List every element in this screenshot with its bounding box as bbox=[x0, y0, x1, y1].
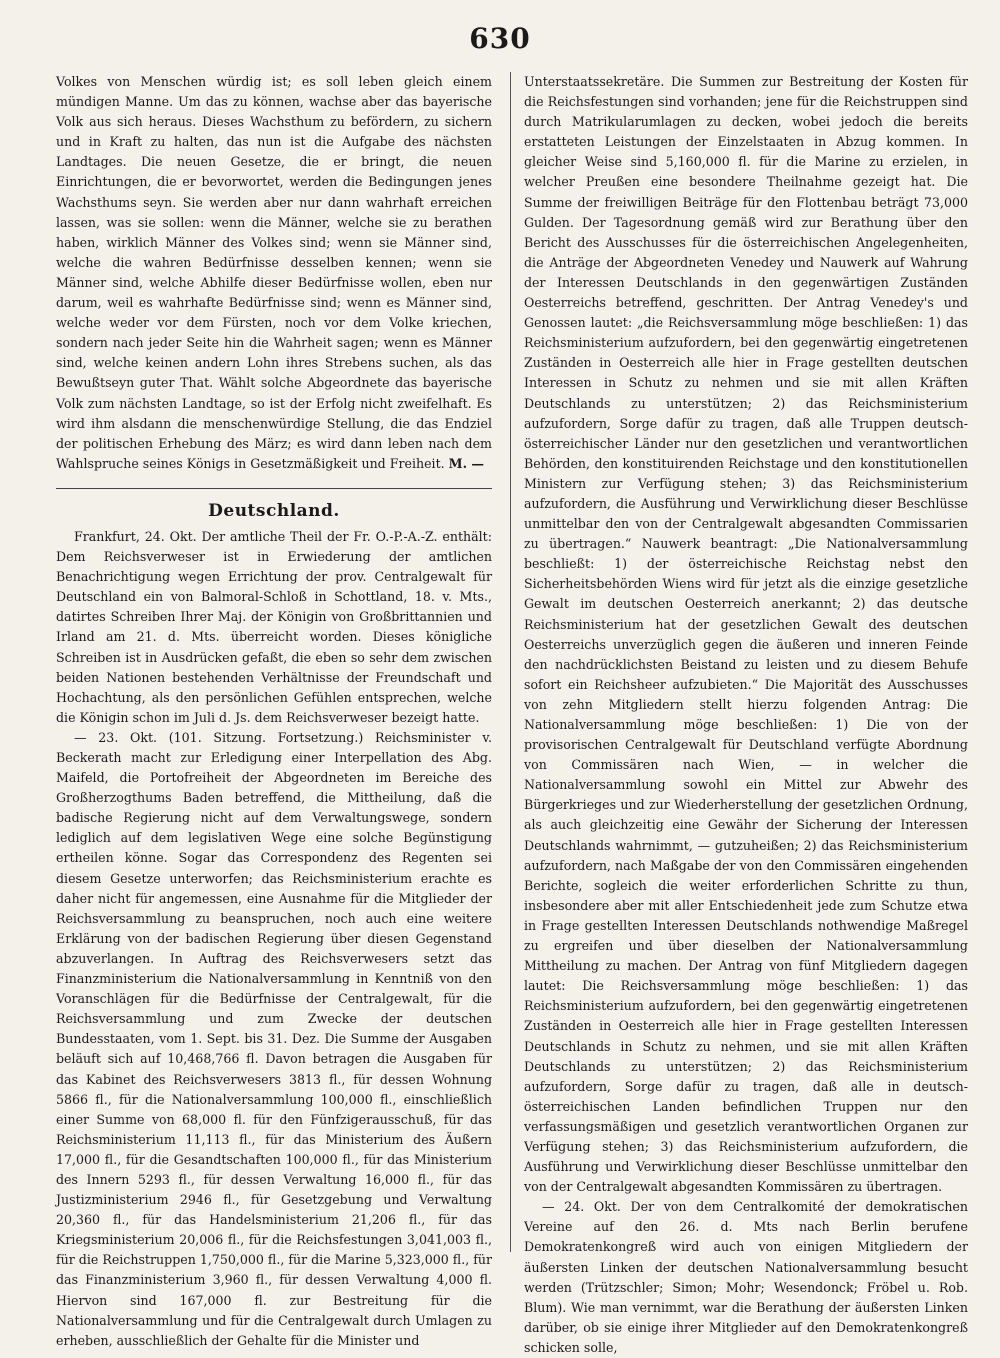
continuation-paragraph: Unterstaatssekretäre. Die Summen zur Bestreitung der Kosten für die Reichsfestungen sind vorhanden; jene für die Reichstruppen sind durch Matrikularumlagen zu decken, wobei jedoch die bereits erstatteten Leistungen der Einzelstaaten in Abzug kommen. In gleicher Weise sind 5,160,000 fl. für die Marine zu erzielen, in welcher Preußen eine besondere Theilnahme gezeigt hat. Die Summe der freiwilligen Beiträge für den Flottenbau beträgt 73,000 Gulden. Der Tagesordnung gemäß wird zur Berathung über den Bericht des Ausschusses für die österreichischen Angelegenheiten, die Anträge der Abgeordneten Venedey und Nauwerk auf Wahrung der Interessen Deutschlands in den gegenwärtigen Zuständen Oesterreichs betreffend, geschritten. Der Antrag Venedey's und Genossen lautet: „die Reichsversammlung möge beschließen: 1) das Reichsministerium aufzufordern, bei den gegenwärtig eingetretenen Zuständen in Oesterreich alle hier in Frage gestellten deutschen Interessen in Schutz zu nehmen und sie mit allen Kräften Deutschlands zu unterstützen; 2) das Reichsministerium aufzufordern, Sorge dafür zu tragen, daß alle Truppen deutsch-österreichischer Länder nur den gesetzlichen und verantwortlichen Behörden, den konstituirenden Reichstage und den konstitutionellen Ministern zur Verfügung stehen; 3) das Reichsministerium aufzufordern, die Ausführung und Verwirklichung dieser Beschlüsse unmittelbar den von der Centralgewalt abgesandten Commissarien zu übertragen.“ Nauwerk beantragt: „Die Nationalversammlung beschließt: 1) der österreichische Reichstag nebst den Sicherheitsbehörden Wiens wird für jetzt als die einzige gesetzliche Gewalt im deutschen Oesterreich anerkannt; 2) das deutsche Reichsministerium hat der gesetzlichen Gewalt des deutschen Oesterreichs unverzüglich gegen die äußeren und inneren Feinde den nachdrücklichsten Beistand zu leisten und zu diesem Behufe sofort ein Reichsheer aufzubieten.“ Die Majorität des Ausschusses von zehn Mitgliedern stellt hierzu folgenden Antrag: Die Nationalversammlung möge beschließen: 1) Die von der provisorischen Centralgewalt für Deutschland verfügte Abordnung von Commissären nach Wien, — in welcher die Nationalversammlung sowohl ein Mittel zur Abwehr des Bürgerkrieges und zur Wiederherstellung der gesetzlichen Ordnung, als auch gleichzeitig eine Gewähr der Sicherung der Interessen Deutschlands wahrnimmt, — gutzuheißen; 2) das Reichsministerium aufzufordern, nach Maßgabe der von den Commissären eingehenden Berichte, sogleich die weiter erforderlichen Schritte zu thun, insbesondere aber mit aller Entschiedenheit jede zum Schutze etwa in Frage gestellten Interessen Deutschlands nothwendige Maßregel zu ergreifen und über dieselben der Nationalversammlung Mittheilung zu machen. Der Antrag von fünf Mitgliedern dagegen lautet: Die Reichsversammlung möge beschließen: 1) das Reichsministerium aufzufordern, bei den gegenwärtig eingetretenen Zuständen in Oesterreich alle hier in Frage gestellten Interessen Deutschlands in Schutz zu nehmen, und sie mit allen Kräften Deutschlands zu unterstützen; 2) das Reichsministerium aufzufordern, Sorge dafür zu tragen, daß alle in deutsch-österreichischen Landen befindlichen Truppen nur den verfassungsmäßigen und gesetzlich verantwortlichen Organen zur Verfügung stehen; 3) das Reichsministerium aufzufordern, die Ausführung und Verwirklichung dieser Beschlüsse unmittelbar den von der Centralgewalt abgesandten Kommissären zu übertragen. bbox=[524, 74, 968, 1195]
section-divider bbox=[56, 488, 492, 489]
oct24-paragraph: — 24. Okt. Der von dem Centralkomité der demokratischen Vereine auf den 26. d. Mts nach Berlin berufene Demokratenkongreß wird auch von einigen Mitgliedern der äußersten Linken der deutschen Nationalversammlung besucht werden (Trützschler; Simon; Mohr; Wesendonck; Fröbel u. Rob. Blum). Wie man vernimmt, war die Berathung der äußersten Linken darüber, ob sie einige ihrer Mitglieder auf den Demokratenkongreß schicken solle, bbox=[524, 1199, 968, 1355]
frankfurt-paragraph: Frankfurt, 24. Okt. Der amtliche Theil der Fr. O.-P.-A.-Z. enthält: Dem Reichsverweser ist in Erwiederung der amtlichen Benachrichtigung wegen Errichtung der prov. Centralgewalt für Deutschland ein von Balmoral-Schloß in Schottland, 18. v. Mts., datirtes Schreiben Ihrer Maj. der Königin von Großbrittannien und Irland am 21. d. Mts. überreicht worden. Dieses königliche Schreiben ist in Ausdrücken gefaßt, die eben so sehr dem zwischen beiden Nationen bestehenden Verhältnisse der Freundschaft und Hochachtung, als den persönlichen Gefühlen entsprechen, welche die Königin schon im Juli d. Js. dem Reichsverweser bezeigt hatte. bbox=[56, 528, 492, 725]
intro-signature: M. — bbox=[448, 455, 484, 471]
intro-paragraph bbox=[56, 72, 492, 474]
right-column bbox=[524, 72, 968, 1358]
column-rule bbox=[510, 72, 511, 1252]
left-column bbox=[56, 72, 492, 1351]
sitting-paragraph: — 23. Okt. (101. Sitzung. Fortsetzung.) Reichsminister v. Beckerath macht zur Erledigung einer Interpellation des Abg. Maifeld, die Portofreiheit der Abgeordneten im Bereiche des Großherzogthums Baden betreffend, die Mittheilung, daß die badische Regierung nicht auf dem Verwaltungswege, sondern lediglich auf dem legislativen Wege eine solche Begünstigung ertheilen könne. Sogar das Correspondenz des Regenten sei diesem Gesetze unterworfen; das Reichsministerium erachte es daher nicht für angemessen, eine Ausnahme für die Mitglieder der Reichsversammlung zu beanspruchen, noch auch eine weitere Erklärung von der badischen Regierung über diesen Gegenstand abzuverlangen. In Auftrag des Reichsverwesers setzt das Finanzministerium die Nationalversammlung in Kenntniß von den Voranschlägen für die Bedürfnisse der Centralgewalt, für die Reichsversammlung und zum Zwecke der deutschen Bundesstaaten, vom 1. Sept. bis 31. Dez. Die Summe der Ausgaben beläuft sich auf 10,468,766 fl. Davon betragen die Ausgaben für das Kabinet des Reichsverwesers 3813 fl., für dessen Wohnung 5866 fl., für die Nationalversammlung 100,000 fl., einschließlich einer Summe von 68,000 fl. für den Fünfzigerausschuß, für das Reichsministerium 11,113 fl., für das Ministerium des Äußern 17,000 fl., für die Gesandtschaften 100,000 fl., für das Ministerium des Innern 5293 fl., für dessen Verwaltung 16,000 fl., für das Justizministerium 2946 fl., für Gesetzgebung und Verwaltung 20,360 fl., für das Handelsministerium 21,206 fl., für das Kriegsministerium 20,006 fl., für die Reichsfestungen 3,041,003 fl., für die Reichstruppen 1,750,000 fl., für die Marine 5,323,000 fl., für das Finanzministerium 3,960 fl., für dessen Verwaltung 4,000 fl. Hiervon sind 167,000 fl. zur Bestreitung für die Nationalversammlung und für die Centralgewalt durch Umlagen zu erheben, ausschließlich der Gehalte für die Minister und bbox=[56, 729, 492, 1348]
page-number: 630 bbox=[469, 22, 531, 55]
intro-text: Volkes von Menschen würdig ist; es soll leben gleich einem mündigen Manne. Um das zu können, wachse aber das bayerische Volk aus sich heraus. Dieses Wachsthum zu befördern, zu sichern und in Kraft zu halten, das nun ist die Aufgabe des nächsten Landtages. Die neuen Gesetze, die er bringt, die neuen Einrichtungen, die er bevorwortet, werden die Bedingungen jenes Wachsthums seyn. Sie werden aber nur dann wahrhaft erreichen lassen, was sie sollen: wenn die Männer, welche sie zu berathen haben, wirklich Männer des Volkes sind; wenn sie Männer sind, welche die wahren Bedürfnisse desselben kennen; wenn sie Männer sind, welche Abhilfe dieser Bedürfnisse wollen, eben nur darum, weil es wahrhafte Bedürfnisse sind; wenn es Männer sind, welche weder vor dem Fürsten, noch vor dem Volke kriechen, sondern nach jeder Seite hin die Wahrheit sagen; wenn es Männer sind, welche keinen andern Lohn ihres Strebens suchen, als das Bewußtseyn guter That. Wählt solche Abgeordnete das bayerische Volk zum nächsten Landtage, so ist der Erfolg nicht zweifelhaft. Es wird ihm alsdann die menschenwürdige Stellung, die das Endziel der politischen Erhebung des März; es wird dann leben nach dem Wahlspruche seines Königs in Gesetzmäßigkeit und Freiheit. bbox=[56, 74, 492, 471]
section-heading: Deutschland. bbox=[208, 500, 340, 521]
